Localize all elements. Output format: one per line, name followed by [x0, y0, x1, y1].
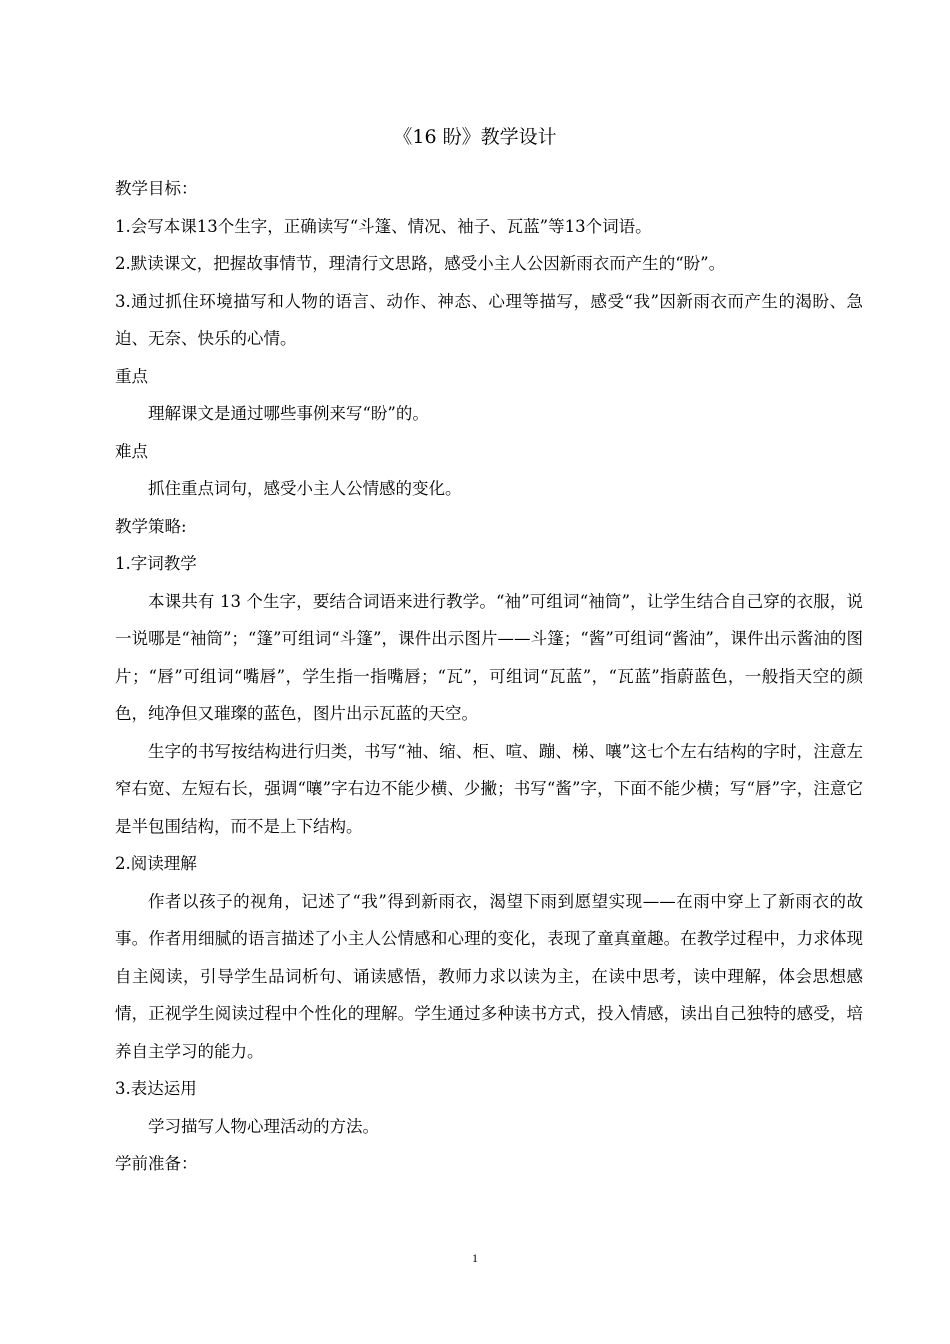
reading-paragraph: 作者以孩子的视角，记述了“我”得到新雨衣，渴望下雨到愿望实现——在雨中穿上了新雨衣的故事。作者用细腻的语言描述了小主人公情感和心理的变化，表现了童真童趣。在教学过程中，力求体现自主阅读，引导学生品词析句、诵读感悟，教师力求以读为主，在读中思考，读中理解，体会思想感情，正视学生阅读过程中个性化的理解。学生通过多种读书方式，投入情感，读出自己独特的感受，培养自主学习的能力。 — [115, 891, 863, 1061]
objective-item-3: 3.通过抓住环境描写和人物的语言、动作、神态、心理等描写，感受“我”因新雨衣而产生的渴盼、急迫、无奈、快乐的心情。 — [115, 291, 863, 348]
vocabulary-paragraph-2: 生字的书写按结构进行归类，书写“袖、缩、柜、喧、蹦、梯、嚷”这七个左右结构的字时，注意左窄右宽、左短右长，强调“嚷”字右边不能少横、少撇；书写“酱”字，下面不能少横；写“唇”字，注意它是半包围结构，而不是上下结构。 — [115, 741, 863, 836]
key-point-heading: 重点 — [115, 366, 148, 386]
document-title: 《16 盼》教学设计 — [393, 126, 557, 148]
preparation-heading: 学前准备： — [115, 1154, 198, 1173]
difficulty-heading: 难点 — [115, 441, 148, 461]
section-heading-expression: 3.表达运用 — [115, 1079, 197, 1098]
vocabulary-paragraph-1: 本课共有 13 个生字，要结合词语来进行教学。“袖”可组词“袖筒”，让学生结合自己穿的衣服，说一说哪是“袖筒”；“篷”可组词“斗篷”，课件出示图片——斗篷；“酱”可组词“酱油”，课件出示酱油的图片；“唇”可组词“嘴唇”，学生指一指嘴唇；“瓦”，可组词“瓦蓝”，“瓦蓝”指蔚蓝色，一般指天空的颜色，纯净但又璀璨的蓝色，图片出示瓦蓝的天空。 — [115, 591, 863, 723]
objective-item-2: 2.默读课文，把握故事情节，理清行文思路，感受小主人公因新雨衣而产生的“盼”。 — [115, 254, 726, 273]
expression-paragraph: 学习描写人物心理活动的方法。 — [148, 1116, 379, 1136]
section-heading-reading: 2.阅读理解 — [115, 854, 197, 873]
document-body — [115, 170, 863, 1183]
strategy-heading: 教学策略: — [115, 516, 187, 536]
section-heading-vocabulary: 1.字词教学 — [115, 554, 197, 573]
objectives-heading: 教学目标： — [115, 179, 198, 198]
difficulty-text: 抓住重点词句，感受小主人公情感的变化。 — [148, 479, 462, 498]
page-number: 1 — [472, 1251, 478, 1265]
objective-item-1: 1.会写本课13个生字，正确读写“斗篷、情况、袖子、瓦蓝”等13个词语。 — [115, 216, 652, 236]
key-point-text: 理解课文是通过哪些事例来写“盼”的。 — [148, 404, 429, 423]
